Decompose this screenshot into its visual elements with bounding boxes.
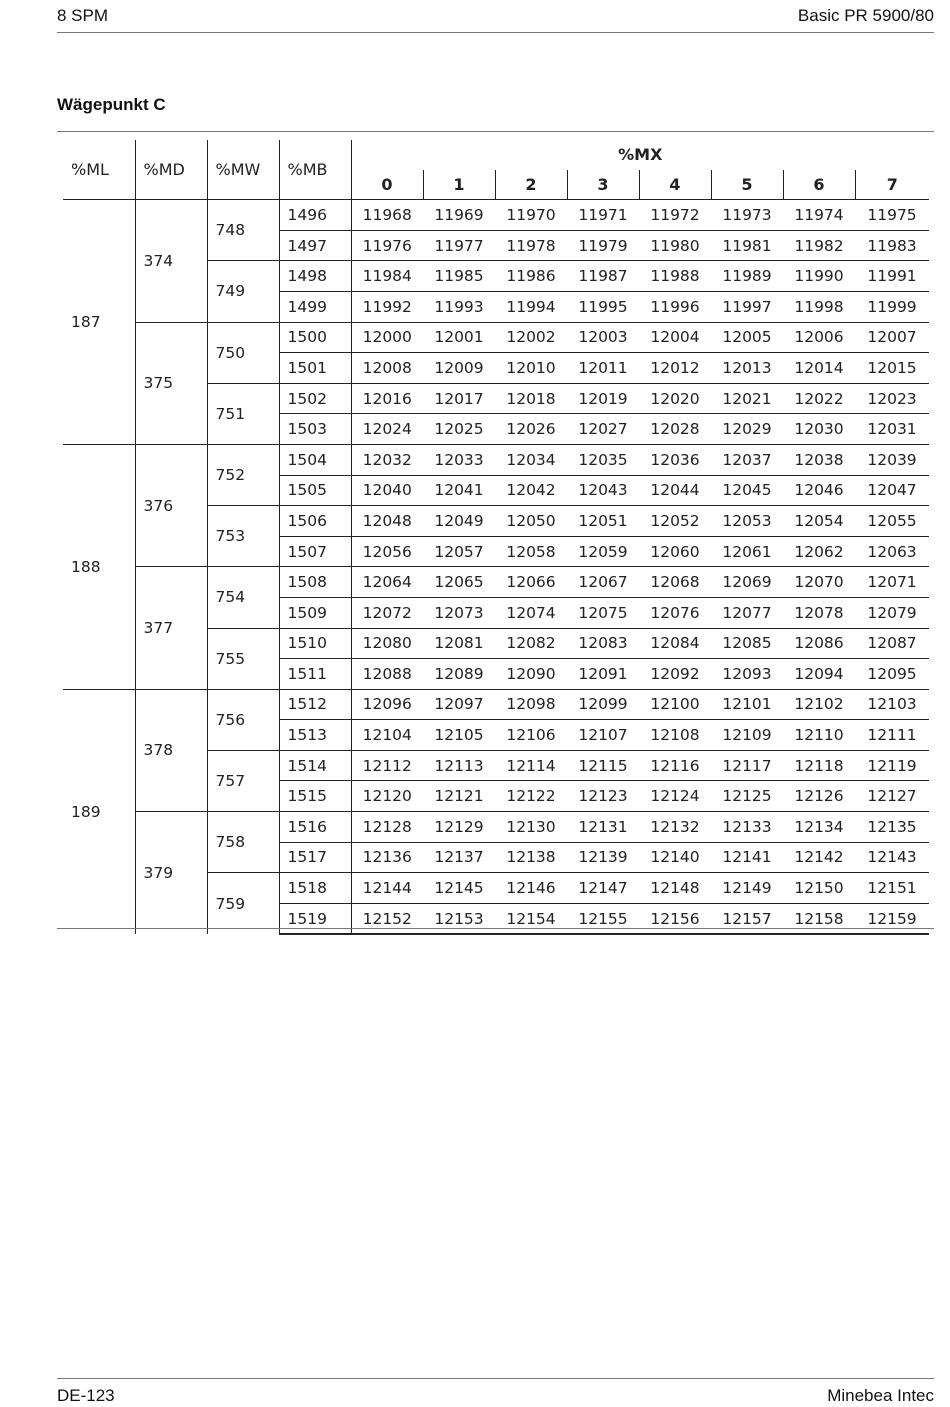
cell-mx-4: 12076	[639, 597, 711, 628]
cell-mx-5: 11981	[711, 230, 783, 261]
cell-mx-7: 12119	[855, 750, 929, 781]
cell-mx-1: 12065	[423, 567, 495, 598]
cell-mx-3: 11995	[567, 291, 639, 322]
cell-mx-3: 12139	[567, 842, 639, 873]
cell-mx-6: 12158	[783, 903, 855, 934]
header-chapter: 8 SPM	[57, 6, 109, 25]
mx-index-1: 1	[423, 170, 495, 200]
cell-mx-4: 12124	[639, 781, 711, 812]
cell-mx-5: 12045	[711, 475, 783, 506]
cell-mb: 1513	[279, 720, 351, 751]
cell-mb: 1496	[279, 200, 351, 231]
cell-mx-0: 12048	[351, 506, 423, 537]
cell-mx-4: 12012	[639, 353, 711, 384]
cell-mx-2: 12154	[495, 903, 567, 934]
cell-mx-0: 12112	[351, 750, 423, 781]
cell-mx-3: 12107	[567, 720, 639, 751]
cell-mx-3: 12051	[567, 506, 639, 537]
cell-mx-5: 12077	[711, 597, 783, 628]
cell-mb: 1505	[279, 475, 351, 506]
cell-md: 378	[135, 689, 207, 811]
footer-brand: Minebea Intec	[827, 1386, 934, 1405]
cell-mx-7: 11991	[855, 261, 929, 292]
cell-mx-0: 12008	[351, 353, 423, 384]
cell-mx-0: 12128	[351, 812, 423, 843]
cell-mx-6: 12102	[783, 689, 855, 720]
cell-mx-0: 12120	[351, 781, 423, 812]
cell-mx-3: 12075	[567, 597, 639, 628]
cell-mx-7: 12087	[855, 628, 929, 659]
cell-mx-2: 12066	[495, 567, 567, 598]
cell-mx-4: 12140	[639, 842, 711, 873]
cell-mx-1: 12033	[423, 444, 495, 475]
cell-mx-7: 12015	[855, 353, 929, 384]
cell-mb: 1510	[279, 628, 351, 659]
cell-md: 376	[135, 444, 207, 566]
section-title: Wägepunkt C	[57, 95, 166, 114]
cell-mx-0: 11968	[351, 200, 423, 231]
cell-mx-4: 11988	[639, 261, 711, 292]
cell-mx-3: 11971	[567, 200, 639, 231]
cell-mx-4: 12156	[639, 903, 711, 934]
cell-mx-3: 12099	[567, 689, 639, 720]
cell-mx-7: 11983	[855, 230, 929, 261]
cell-mx-6: 12046	[783, 475, 855, 506]
cell-mb: 1515	[279, 781, 351, 812]
cell-mx-7: 11999	[855, 291, 929, 322]
cell-mx-7: 12111	[855, 720, 929, 751]
cell-mx-5: 12061	[711, 536, 783, 567]
cell-mx-1: 12049	[423, 506, 495, 537]
table-row	[63, 812, 929, 843]
cell-mx-2: 12114	[495, 750, 567, 781]
cell-mx-2: 12034	[495, 444, 567, 475]
cell-mx-1: 12001	[423, 322, 495, 353]
table-row	[63, 689, 929, 720]
cell-mb: 1501	[279, 353, 351, 384]
cell-mb: 1504	[279, 444, 351, 475]
cell-mx-1: 12145	[423, 873, 495, 904]
cell-mx-3: 12147	[567, 873, 639, 904]
cell-mx-2: 12074	[495, 597, 567, 628]
col-header-mw: %MW	[207, 140, 279, 200]
cell-mx-3: 12091	[567, 659, 639, 690]
cell-mw: 749	[207, 261, 279, 322]
cell-mx-7: 12095	[855, 659, 929, 690]
cell-mx-2: 12050	[495, 506, 567, 537]
cell-mx-2: 11994	[495, 291, 567, 322]
cell-mx-2: 12098	[495, 689, 567, 720]
cell-mx-3: 12019	[567, 383, 639, 414]
cell-mx-3: 12067	[567, 567, 639, 598]
cell-mx-1: 12041	[423, 475, 495, 506]
cell-mb: 1503	[279, 414, 351, 445]
cell-mx-7: 12047	[855, 475, 929, 506]
cell-mx-4: 12116	[639, 750, 711, 781]
cell-mx-1: 12009	[423, 353, 495, 384]
cell-mx-0: 11984	[351, 261, 423, 292]
cell-mx-0: 12064	[351, 567, 423, 598]
mx-index-2: 2	[495, 170, 567, 200]
cell-mx-2: 12090	[495, 659, 567, 690]
cell-mx-0: 12032	[351, 444, 423, 475]
cell-mb: 1517	[279, 842, 351, 873]
cell-mx-7: 12079	[855, 597, 929, 628]
cell-mx-1: 12073	[423, 597, 495, 628]
mx-index-7: 7	[855, 170, 929, 200]
cell-mb: 1512	[279, 689, 351, 720]
cell-mx-7: 12039	[855, 444, 929, 475]
col-header-ml: %ML	[71, 160, 109, 180]
cell-mx-7: 12071	[855, 567, 929, 598]
cell-mx-3: 12115	[567, 750, 639, 781]
cell-mb: 1507	[279, 536, 351, 567]
cell-mx-7: 12063	[855, 536, 929, 567]
cell-mx-5: 12149	[711, 873, 783, 904]
cell-mb: 1499	[279, 291, 351, 322]
col-header-mx: %MX	[351, 140, 929, 170]
cell-mx-4: 12044	[639, 475, 711, 506]
cell-mx-0: 12144	[351, 873, 423, 904]
cell-mx-6: 12126	[783, 781, 855, 812]
cell-mb: 1498	[279, 261, 351, 292]
cell-mx-4: 12020	[639, 383, 711, 414]
cell-mx-5: 12037	[711, 444, 783, 475]
col-header-md: %MD	[135, 140, 207, 200]
cell-mx-1: 12081	[423, 628, 495, 659]
cell-mx-2: 12018	[495, 383, 567, 414]
cell-mw: 750	[207, 322, 279, 383]
cell-mx-3: 12043	[567, 475, 639, 506]
cell-mw: 752	[207, 444, 279, 505]
cell-md: 374	[135, 200, 207, 322]
mx-index-5: 5	[711, 170, 783, 200]
cell-mx-5: 12053	[711, 506, 783, 537]
cell-mx-2: 12010	[495, 353, 567, 384]
cell-mw: 757	[207, 750, 279, 811]
cell-mx-1: 11993	[423, 291, 495, 322]
cell-mx-7: 12007	[855, 322, 929, 353]
cell-mx-2: 12002	[495, 322, 567, 353]
cell-mx-0: 12104	[351, 720, 423, 751]
mx-index-4: 4	[639, 170, 711, 200]
cell-mx-4: 12092	[639, 659, 711, 690]
cell-mx-5: 12085	[711, 628, 783, 659]
cell-mx-6: 12006	[783, 322, 855, 353]
cell-mx-5: 11973	[711, 200, 783, 231]
cell-mx-5: 12069	[711, 567, 783, 598]
cell-mx-1: 12089	[423, 659, 495, 690]
cell-mx-4: 11972	[639, 200, 711, 231]
cell-mx-0: 12056	[351, 536, 423, 567]
cell-mx-6: 12038	[783, 444, 855, 475]
cell-mx-2: 12026	[495, 414, 567, 445]
cell-mx-5: 12093	[711, 659, 783, 690]
cell-mx-5: 12101	[711, 689, 783, 720]
cell-mw: 751	[207, 383, 279, 444]
table-row	[63, 567, 929, 598]
cell-mx-1: 12057	[423, 536, 495, 567]
cell-mx-7: 12031	[855, 414, 929, 445]
cell-mx-1: 12153	[423, 903, 495, 934]
cell-mw: 753	[207, 506, 279, 567]
cell-mx-7: 12103	[855, 689, 929, 720]
cell-mx-6: 12062	[783, 536, 855, 567]
cell-mx-3: 12003	[567, 322, 639, 353]
cell-mx-6: 12086	[783, 628, 855, 659]
table-row	[63, 200, 929, 231]
cell-mx-7: 12135	[855, 812, 929, 843]
cell-mx-5: 11997	[711, 291, 783, 322]
header-product: Basic PR 5900/80	[797, 6, 934, 25]
cell-mx-0: 12136	[351, 842, 423, 873]
cell-mx-7: 12151	[855, 873, 929, 904]
cell-mx-1: 12097	[423, 689, 495, 720]
cell-mx-6: 11998	[783, 291, 855, 322]
cell-mx-1: 12129	[423, 812, 495, 843]
cell-mx-4: 12084	[639, 628, 711, 659]
cell-mx-3: 12027	[567, 414, 639, 445]
cell-mx-2: 11978	[495, 230, 567, 261]
cell-mx-0: 11992	[351, 291, 423, 322]
cell-mx-6: 12070	[783, 567, 855, 598]
cell-mx-2: 12106	[495, 720, 567, 751]
cell-mx-0: 12152	[351, 903, 423, 934]
cell-mx-2: 12146	[495, 873, 567, 904]
cell-mb: 1500	[279, 322, 351, 353]
cell-mx-3: 12131	[567, 812, 639, 843]
cell-mx-5: 12157	[711, 903, 783, 934]
cell-mx-1: 12137	[423, 842, 495, 873]
cell-mx-1: 12121	[423, 781, 495, 812]
cell-mx-5: 12013	[711, 353, 783, 384]
cell-mx-5: 12021	[711, 383, 783, 414]
cell-mx-3: 12035	[567, 444, 639, 475]
cell-mx-4: 12004	[639, 322, 711, 353]
col-header-mb: %MB	[279, 140, 351, 200]
table-bottom-rule	[57, 928, 934, 929]
cell-mb: 1511	[279, 659, 351, 690]
cell-mx-1: 12025	[423, 414, 495, 445]
cell-mx-7: 12127	[855, 781, 929, 812]
cell-mx-4: 12132	[639, 812, 711, 843]
cell-mx-4: 12068	[639, 567, 711, 598]
cell-mx-7: 12055	[855, 506, 929, 537]
mx-index-6: 6	[783, 170, 855, 200]
cell-mw: 758	[207, 812, 279, 873]
cell-mx-0: 12088	[351, 659, 423, 690]
cell-mx-2: 12042	[495, 475, 567, 506]
cell-mx-3: 12123	[567, 781, 639, 812]
cell-mx-2: 12082	[495, 628, 567, 659]
mx-index-0: 0	[351, 170, 423, 200]
cell-mx-3: 12083	[567, 628, 639, 659]
cell-mx-1: 12017	[423, 383, 495, 414]
cell-mx-6: 12142	[783, 842, 855, 873]
cell-mx-6: 12022	[783, 383, 855, 414]
table-row	[63, 322, 929, 353]
cell-mb: 1506	[279, 506, 351, 537]
cell-mx-1: 11969	[423, 200, 495, 231]
cell-mw: 759	[207, 873, 279, 935]
cell-mx-3: 12155	[567, 903, 639, 934]
table-row	[63, 444, 929, 475]
cell-mx-1: 11985	[423, 261, 495, 292]
cell-mx-0: 12072	[351, 597, 423, 628]
cell-mx-0: 12096	[351, 689, 423, 720]
cell-mw: 755	[207, 628, 279, 689]
cell-mx-2: 12058	[495, 536, 567, 567]
cell-mx-2: 12138	[495, 842, 567, 873]
cell-mx-3: 11987	[567, 261, 639, 292]
cell-md: 379	[135, 812, 207, 935]
cell-mx-4: 12148	[639, 873, 711, 904]
cell-mx-5: 12109	[711, 720, 783, 751]
cell-mb: 1518	[279, 873, 351, 904]
cell-mw: 754	[207, 567, 279, 628]
cell-mx-0: 12024	[351, 414, 423, 445]
cell-mx-0: 12016	[351, 383, 423, 414]
cell-ml: 188	[63, 444, 135, 689]
table-body	[63, 200, 929, 935]
cell-mx-2: 11970	[495, 200, 567, 231]
cell-mb: 1502	[279, 383, 351, 414]
cell-mx-6: 12118	[783, 750, 855, 781]
cell-mx-0: 11976	[351, 230, 423, 261]
cell-mx-7: 11975	[855, 200, 929, 231]
cell-mx-5: 12029	[711, 414, 783, 445]
cell-mb: 1519	[279, 903, 351, 934]
cell-md: 377	[135, 567, 207, 689]
cell-mx-7: 12023	[855, 383, 929, 414]
cell-mx-4: 12108	[639, 720, 711, 751]
cell-mw: 756	[207, 689, 279, 750]
cell-mx-6: 11982	[783, 230, 855, 261]
cell-mx-5: 12125	[711, 781, 783, 812]
footer-page-number: DE-123	[57, 1386, 115, 1405]
cell-mb: 1508	[279, 567, 351, 598]
header-rule	[57, 32, 934, 33]
cell-mx-6: 11990	[783, 261, 855, 292]
cell-mx-7: 12143	[855, 842, 929, 873]
cell-mx-5: 12117	[711, 750, 783, 781]
footer-rule	[57, 1378, 934, 1379]
cell-mw: 748	[207, 200, 279, 261]
cell-mx-5: 12141	[711, 842, 783, 873]
cell-mx-5: 12133	[711, 812, 783, 843]
cell-mx-1: 12105	[423, 720, 495, 751]
cell-mx-6: 12030	[783, 414, 855, 445]
cell-mx-1: 11977	[423, 230, 495, 261]
cell-mx-6: 12078	[783, 597, 855, 628]
cell-mx-2: 12122	[495, 781, 567, 812]
cell-mb: 1509	[279, 597, 351, 628]
section-rule	[57, 131, 934, 132]
cell-mx-5: 11989	[711, 261, 783, 292]
cell-mx-4: 12052	[639, 506, 711, 537]
cell-mx-4: 12060	[639, 536, 711, 567]
cell-mx-6: 12134	[783, 812, 855, 843]
cell-mx-3: 11979	[567, 230, 639, 261]
cell-mx-6: 12110	[783, 720, 855, 751]
cell-mx-6: 11974	[783, 200, 855, 231]
cell-mx-0: 12000	[351, 322, 423, 353]
cell-mx-4: 12028	[639, 414, 711, 445]
cell-mx-0: 12040	[351, 475, 423, 506]
cell-md: 375	[135, 322, 207, 444]
cell-mx-3: 12011	[567, 353, 639, 384]
cell-mb: 1497	[279, 230, 351, 261]
cell-mx-2: 12130	[495, 812, 567, 843]
conversion-table	[63, 140, 929, 935]
mx-index-3: 3	[567, 170, 639, 200]
cell-mx-4: 11996	[639, 291, 711, 322]
cell-mx-4: 11980	[639, 230, 711, 261]
cell-mx-3: 12059	[567, 536, 639, 567]
cell-mx-4: 12036	[639, 444, 711, 475]
cell-ml: 189	[63, 689, 135, 934]
cell-mb: 1514	[279, 750, 351, 781]
cell-mx-5: 12005	[711, 322, 783, 353]
cell-mx-6: 12150	[783, 873, 855, 904]
cell-mx-1: 12113	[423, 750, 495, 781]
cell-mx-6: 12014	[783, 353, 855, 384]
cell-mx-0: 12080	[351, 628, 423, 659]
cell-ml: 187	[63, 200, 135, 445]
cell-mx-7: 12159	[855, 903, 929, 934]
cell-mb: 1516	[279, 812, 351, 843]
cell-mx-6: 12094	[783, 659, 855, 690]
cell-mx-2: 11986	[495, 261, 567, 292]
cell-mx-6: 12054	[783, 506, 855, 537]
cell-mx-4: 12100	[639, 689, 711, 720]
